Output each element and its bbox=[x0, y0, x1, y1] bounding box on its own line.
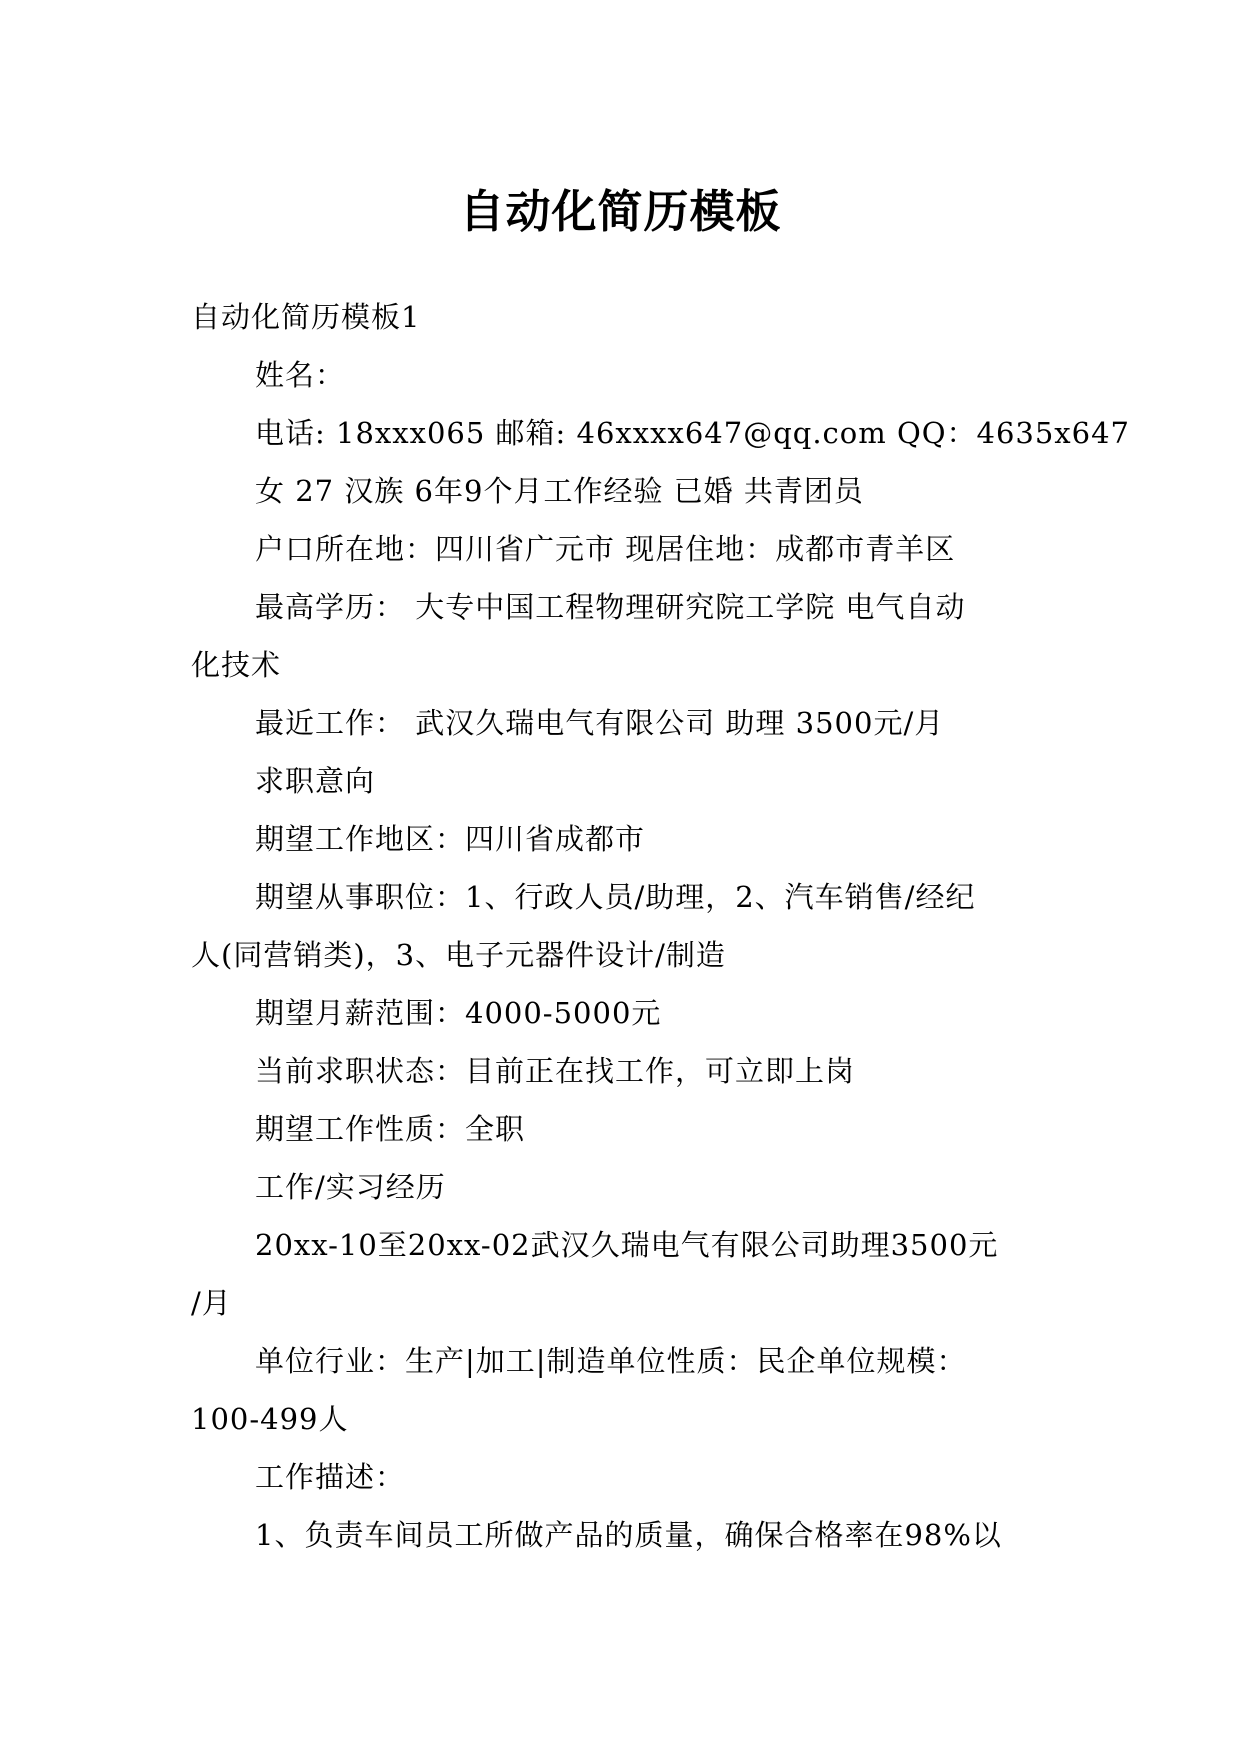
desired-location-line: 期望工作地区：四川省成都市 bbox=[255, 822, 646, 856]
job-type-line: 期望工作性质：全职 bbox=[255, 1112, 526, 1146]
job-intent-heading: 求职意向 bbox=[255, 764, 376, 798]
job-description-item: 1、负责车间员工所做产品的质量，确保合格率在98%以 bbox=[255, 1518, 1002, 1552]
document-body bbox=[191, 288, 1131, 1564]
desired-position-line-continued: 人(同营销类)，3、电子元器件设计/制造 bbox=[191, 938, 726, 972]
job-description-heading: 工作描述： bbox=[255, 1460, 406, 1494]
recent-job-line: 最近工作： 武汉久瑞电气有限公司 助理 3500元/月 bbox=[255, 706, 945, 740]
document-title: 自动化简历模板 bbox=[459, 185, 782, 239]
section-heading: 自动化简历模板1 bbox=[191, 300, 421, 334]
name-line: 姓名： bbox=[255, 358, 346, 392]
desired-salary-line: 期望月薪范围：4000-5000元 bbox=[255, 996, 662, 1030]
education-line-continued: 化技术 bbox=[191, 648, 282, 682]
education-line: 最高学历： 大专中国工程物理研究院工学院 电气自动 bbox=[255, 590, 966, 624]
personal-info-line: 女 27 汉族 6年9个月工作经验 已婚 共青团员 bbox=[255, 474, 864, 508]
work-experience-heading: 工作/实习经历 bbox=[255, 1170, 446, 1204]
company-info-line-continued: 100-499人 bbox=[191, 1402, 349, 1436]
residence-line: 户口所在地：四川省广元市 现居住地：成都市青羊区 bbox=[255, 532, 956, 566]
desired-position-line: 期望从事职位：1、行政人员/助理，2、汽车销售/经纪 bbox=[255, 880, 976, 914]
job-status-line: 当前求职状态：目前正在找工作，可立即上岗 bbox=[255, 1054, 856, 1088]
experience-entry-line: 20xx-10至20xx-02武汉久瑞电气有限公司助理3500元 bbox=[255, 1228, 999, 1262]
contact-line: 电话: 18xxx065 邮箱: 46xxxx647@qq.com QQ：4635x647 bbox=[255, 416, 1131, 450]
experience-entry-line-continued: /月 bbox=[191, 1286, 232, 1320]
company-info-line: 单位行业：生产|加工|制造单位性质：民企单位规模： bbox=[255, 1344, 967, 1378]
